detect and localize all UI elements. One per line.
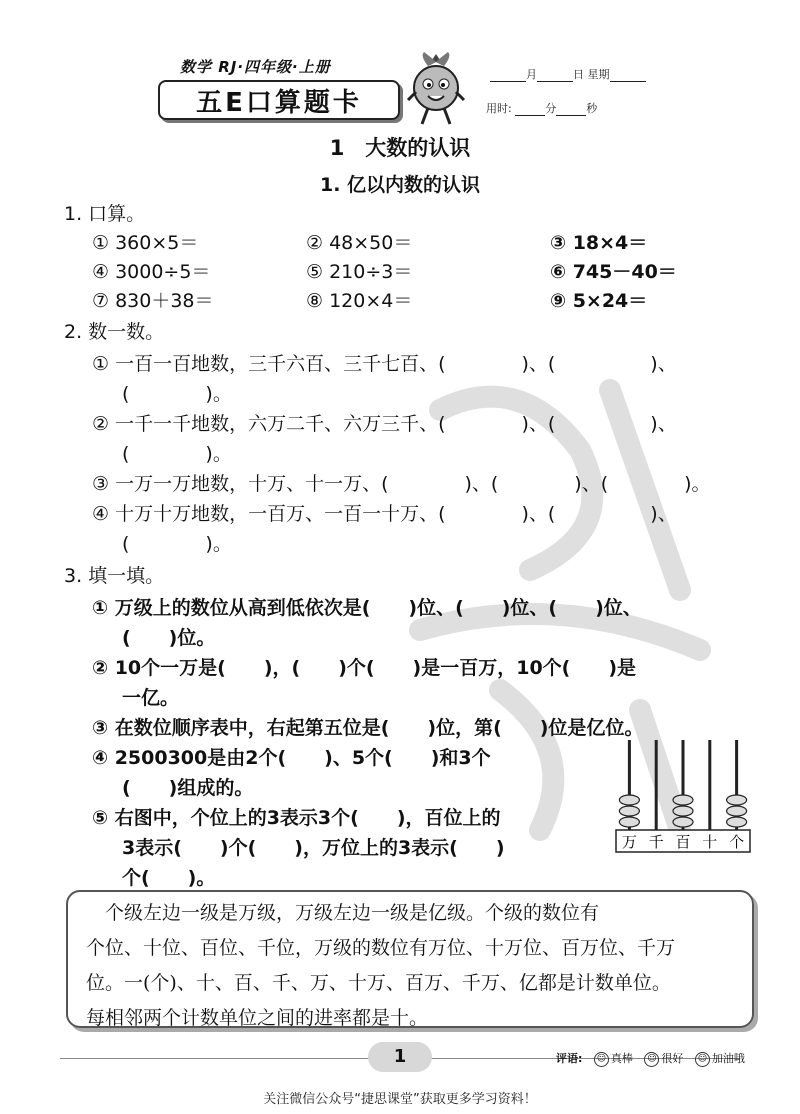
abacus-bead	[673, 806, 693, 816]
section-title: 1. 亿以内数的认识	[319, 174, 481, 196]
abacus-bead	[619, 817, 639, 827]
q3-line-3: ② 10个一万是( )，( )个( )是一百万，10个( )是	[92, 657, 637, 679]
q2-line-6: ④ 十万十万地数，一百万、一百一十万、( )、( )、	[92, 503, 677, 525]
q3-line-7: ( )组成的。	[122, 777, 254, 799]
abacus-label: 个	[729, 833, 745, 851]
q1-item-9: ⑨ 5×24＝	[550, 290, 648, 312]
rating-row	[556, 1050, 745, 1067]
subject-line: 数学 RJ·四年级·上册	[180, 58, 331, 76]
page-number: 1	[368, 1042, 432, 1072]
time-line	[486, 100, 597, 116]
q1-item-3: ③ 18×4＝	[550, 232, 648, 254]
minute-label: 分	[545, 102, 557, 115]
time-label: 用时:	[486, 102, 512, 115]
abacus-bead	[727, 806, 747, 816]
day-label: 日	[573, 68, 584, 81]
rating-great: 真棒	[610, 1052, 633, 1065]
q3-line-8: ⑤ 右图中，个位上的3表示3个( )，百位上的	[92, 807, 501, 829]
abacus-bead	[673, 817, 693, 827]
q1-item-7: ⑦ 830＋38＝	[92, 290, 214, 312]
abacus-diagram	[612, 736, 754, 856]
smiley-great-icon: ☺	[594, 1052, 609, 1067]
smiley-good-icon: ☺	[644, 1052, 659, 1067]
abacus-label: 十	[702, 833, 718, 851]
q3-line-9: 3表示( )个( )，万位上的3表示( )	[122, 837, 505, 859]
q2-line-7: ( )。	[122, 533, 232, 555]
abacus-bead	[727, 795, 747, 805]
rating-cheer: 加油哦	[711, 1052, 745, 1065]
q1-item-6: ⑥ 745－40＝	[550, 261, 677, 283]
q3-line-2: ( )位。	[122, 627, 216, 649]
abacus-label: 千	[648, 833, 664, 851]
tip-line-1: 个级左边一级是万级，万级左边一级是亿级。个级的数位有	[86, 902, 600, 924]
abacus-bead	[619, 806, 639, 816]
q2-line-4: ( )。	[122, 443, 232, 465]
tip-line-2: 个位、十位、百位、千位，万级的数位有万位、十万位、百万位、千万	[86, 937, 676, 959]
mascot-icon	[406, 48, 466, 128]
q3-line-4: 一亿。	[122, 687, 180, 709]
q2-line-2: ( )。	[122, 383, 232, 405]
q3-heading: 3. 填一填。	[64, 565, 165, 587]
q2-line-1: ① 一百一百地数，三千六百、三千七百、( )、( )、	[92, 353, 677, 375]
q3-line-10: 个( )。	[122, 867, 216, 889]
rating-label: 评语:	[556, 1052, 583, 1065]
tip-line-3: 位。一(个)、十、百、千、万、十万、百万、千万、亿都是计数单位。	[86, 972, 671, 994]
rating-good: 很好	[661, 1052, 684, 1065]
date-line	[490, 66, 646, 82]
bottom-note: 关注微信公众号“捷思课堂”获取更多学习资料！	[263, 1092, 537, 1107]
q1-heading: 1. 口算。	[64, 203, 146, 225]
second-label: 秒	[586, 102, 598, 115]
smiley-cheer-icon: ☺	[695, 1052, 710, 1067]
chapter-title: 1 大数的认识	[329, 136, 471, 160]
abacus-label: 万	[621, 833, 637, 851]
q3-line-1: ① 万级上的数位从高到低依次是( )位、( )位、( )位、	[92, 597, 642, 619]
q2-heading: 2. 数一数。	[64, 321, 165, 343]
abacus-label: 百	[675, 833, 691, 851]
q1-item-1: ① 360×5＝	[92, 232, 199, 254]
q1-item-4: ④ 3000÷5＝	[92, 261, 211, 283]
q1-item-8: ⑧ 120×4＝	[306, 290, 413, 312]
q1-item-5: ⑤ 210÷3＝	[306, 261, 413, 283]
q3-line-5: ③ 在数位顺序表中，右起第五位是( )位，第( )位是亿位。	[92, 717, 644, 739]
q2-line-5: ③ 一万一万地数，十万、十一万、( )、( )、( )。	[92, 473, 711, 495]
month-label: 月	[526, 68, 537, 81]
abacus-bead	[673, 795, 693, 805]
abacus-bead	[727, 817, 747, 827]
q2-line-3: ② 一千一千地数，六万二千、六万三千、( )、( )、	[92, 413, 677, 435]
q3-line-6: ④ 2500300是由2个( )、5个( )和3个	[92, 747, 491, 769]
week-label: 星期	[587, 68, 610, 81]
tip-line-4: 每相邻两个计数单位之间的进率都是十。	[86, 1007, 429, 1029]
card-title: 五E口算题卡	[158, 80, 400, 120]
abacus-bead	[619, 795, 639, 805]
q1-item-2: ② 48×50＝	[306, 232, 413, 254]
